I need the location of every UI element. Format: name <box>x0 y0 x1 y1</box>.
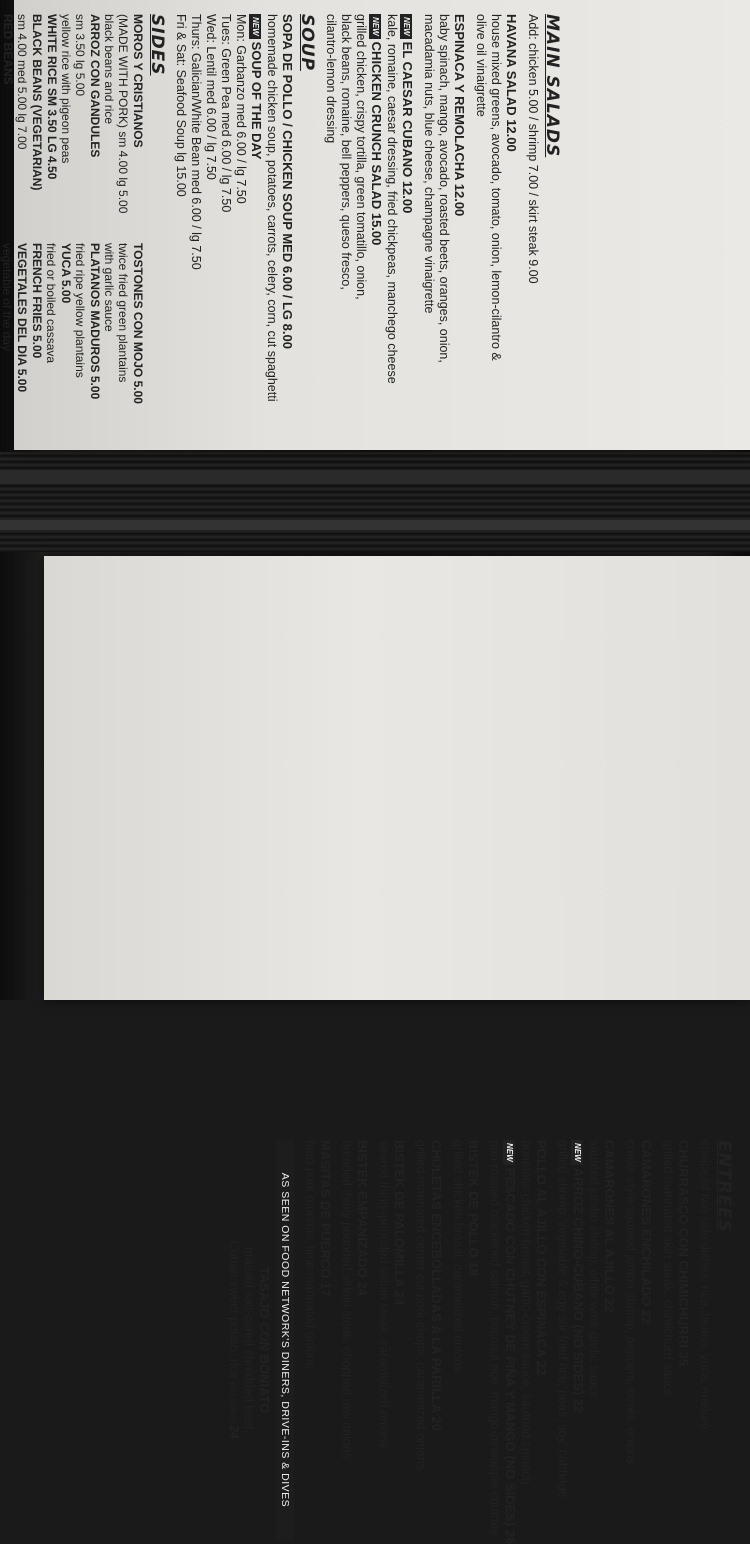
side-desc: sm 3.50 lg 5.00 <box>73 14 87 97</box>
side-name: ARROZ CON GANDULES <box>88 14 102 158</box>
entree-name: MASITAS DE PUERCO 17 <box>318 1140 333 1297</box>
side-name: BLACK BEANS (VEGETARIAN) <box>30 14 44 191</box>
salad-name: EL CAESAR CUBANO 12.00 <box>400 41 415 214</box>
featured-dish-desc: Cuban sweet potato, rice <box>227 1240 241 1379</box>
entree-desc: creole style sautéed jumbo shrimp, peppers, olives, onions <box>624 1140 638 1465</box>
soup-day: Fri & Sat: Seafood Soup lg 15.00 <box>174 14 188 197</box>
entree-name: CAMARONES ENCHILADO 22 <box>639 1140 654 1325</box>
side-name: MOROS Y CRISTIANOS <box>131 14 145 148</box>
entrees-heading: ENTRÉES <box>714 1140 734 1233</box>
new-badge: NEW <box>400 14 412 39</box>
side-name: FRENCH FRIES 5.00 <box>30 243 44 359</box>
entree-name: CHURRASCO CON CHIMICHURRI 35 <box>676 1140 691 1367</box>
entree-desc: sautéed jumbo shrimp, white wine garlic sauce <box>587 1140 601 1399</box>
side-name: TOSTONES CON MOJO 5.00 <box>131 243 145 404</box>
salad-desc: olive oil vinaigrette <box>474 14 488 117</box>
rotated-page-content <box>94 1140 734 1544</box>
new-badge: NEW <box>503 1140 515 1165</box>
entree-name: POLLO AL AJILLO CON ESPINACA 22 <box>534 1140 549 1376</box>
binder-ring-edge-lower <box>0 520 750 530</box>
entree-name-row <box>502 1140 518 1544</box>
soup-of-day-label: SOUP OF THE DAY <box>249 41 264 160</box>
side-name: PLATANOS MADUROS 5.00 <box>88 243 102 400</box>
salad-desc: kale, romaine, caesar dressing, fried chickpeas, manchego cheese <box>385 14 399 384</box>
side-desc: twice fried green plantains <box>116 243 130 383</box>
side-name: RED BEANS <box>1 14 15 85</box>
new-badge: NEW <box>571 1140 583 1165</box>
side-desc: yellow rice with pigeon peas <box>59 14 73 164</box>
entree-desc: breaded thinly pounded sirloin steak, chopped raw onions <box>340 1140 354 1459</box>
entree-name: BISTEK EMPANIZADO 24 <box>355 1140 370 1296</box>
entree-name: CHULETAS ENCEBOLLADAS A LA PARILLA 20 <box>429 1140 444 1431</box>
entree-name: BISTEK DE POLLO 18 <box>466 1140 481 1276</box>
new-badge: NEW <box>249 14 261 39</box>
soup-day: Wed: Lentil med 6.00 / lg 7.50 <box>204 14 218 180</box>
soup-day: Tues: Green Pea med 6.00 / lg 7.50 <box>219 14 233 213</box>
salad-name: ESPINACA Y REMOLACHA 12.00 <box>452 14 467 217</box>
rotated-page-content <box>0 14 562 454</box>
soup-day: Mon: Garbanzo med 6.00 / lg 7.50 <box>234 14 248 204</box>
side-desc: fried ripe yellow plantains <box>73 243 87 378</box>
entree-desc: fried pork morsels, lime marinated onions <box>303 1140 317 1369</box>
salad-name: HAVANA SALAD 12.00 <box>504 14 519 152</box>
entree-name: CAMARONES AL AJILLO 22 <box>602 1140 617 1313</box>
featured-dish-price: 24 <box>227 1425 241 1440</box>
food-network-banner: AS SEEN ON FOOD NETWORK'S DINERS, DRIVE-INS & DIVES <box>276 1140 294 1540</box>
entree-name: ARROZ CHINO-CUBANO (NO SIDES) 22 <box>571 1167 586 1414</box>
salad-addon-prices: Add: chicken 5.00 / shrimp 7.00 / skirt steak 9.00 <box>526 14 540 284</box>
menu-page-entrees <box>44 556 750 1544</box>
menu-page-salads-soup-sides <box>0 0 750 450</box>
salad-name-row <box>399 14 415 454</box>
entree-desc: grilled marinated center cut pork chops, caramelized onions <box>414 1140 428 1471</box>
salad-name-row <box>368 14 384 454</box>
featured-dish <box>225 1140 272 1540</box>
no-sides-note: (no sides) <box>228 1382 238 1422</box>
side-desc: with garlic sauce <box>102 243 116 332</box>
binder-ring-edge <box>0 470 750 484</box>
soup-of-day-row <box>248 14 264 454</box>
binder-spine <box>0 452 750 552</box>
side-desc: vegetable of the day <box>0 243 14 352</box>
featured-dish-desc-row <box>225 1140 241 1540</box>
sides-columns <box>0 14 145 454</box>
new-badge: NEW <box>369 14 381 39</box>
side-desc: black beans and rice <box>102 14 116 125</box>
entree-desc: grilled shrimp, vegetable & egg stir fried rice, peas, soy, cabbage <box>556 1140 570 1498</box>
side-name: VEGETALES DEL DIA 5.00 <box>15 243 29 393</box>
entree-desc: boneless chicken breast, garlic-cream sauce, sautéed spinach <box>519 1140 533 1485</box>
salad-desc: grilled chicken, crispy tortilla, green tomatillo, onion, <box>354 14 368 300</box>
salad-desc: baby spinach, mango, avocado, roasted beets, oranges, onion, <box>437 14 451 363</box>
salad-desc: black beans, romaine, bell peppers, queso fresco, <box>339 14 353 290</box>
soup-heading: SOUP <box>297 14 317 71</box>
entree-desc: pan roasted blackened salmon, coconut rice, mango-pineapple chutney <box>488 1140 502 1536</box>
sides-column-1 <box>0 14 145 225</box>
sides-heading: SIDES <box>147 14 167 76</box>
entree-name-row <box>570 1140 586 1540</box>
side-desc: sm 4.00 med 5.00 lg 7.00 <box>15 14 29 150</box>
salad-desc: macadamia nuts, blue cheese, champagne vinaigrette <box>422 14 436 314</box>
featured-dish-name: TASAJO CON BONIATO <box>257 1266 272 1414</box>
side-desc: (MADE WITH PORK) sm 4.00 lg 5.00 <box>116 14 130 214</box>
entree-name: BISTEK DE PALOMILLA 24 <box>392 1140 407 1306</box>
salad-name: CHICKEN CRUNCH SALAD 15.00 <box>369 41 384 246</box>
side-name: WHITE RICE SM 3.50 LG 4.50 <box>45 14 59 180</box>
side-desc: fried or boiled cassava <box>44 243 58 364</box>
salad-desc: house mixed greens, avocado, tomato, onion, lemon-cilantro & <box>489 14 503 361</box>
soup-day: Thurs: Galician/White Bean med 6.00 / lg 7.50 <box>189 14 203 270</box>
salad-desc: cilantro-lemon dressing <box>324 14 338 144</box>
entree-name: PESCADO CON CHUTNEY DE PIÑA Y MANGO (NO SIDES) 26 <box>503 1167 518 1544</box>
soup-name: SOPA DE POLLO / CHICKEN SOUP MED 6.00 / LG 8.00 <box>280 14 295 349</box>
featured-dish-desc: braised salt-cured shredded beef, <box>242 1246 256 1434</box>
entree-desc: grilled chicken breast, caramelized onions <box>451 1140 465 1373</box>
entree-desc: grilled marinated skirt steak, chimichurri sauce <box>661 1140 675 1397</box>
entrees-subtitle: choice of two side dishes: rice, beans, yuca, maduro <box>698 1140 712 1430</box>
entree-desc: seared thinly-pounded sirloin steak, caramelized onions <box>377 1140 391 1448</box>
main-salads-heading: MAIN SALADS <box>542 14 562 158</box>
side-name: YUCA 5.00 <box>59 243 73 304</box>
soup-desc: homemade chicken soup, potatoes, carrots, celery, corn, cut spaghetti <box>265 14 279 402</box>
sides-column-2 <box>0 243 145 454</box>
